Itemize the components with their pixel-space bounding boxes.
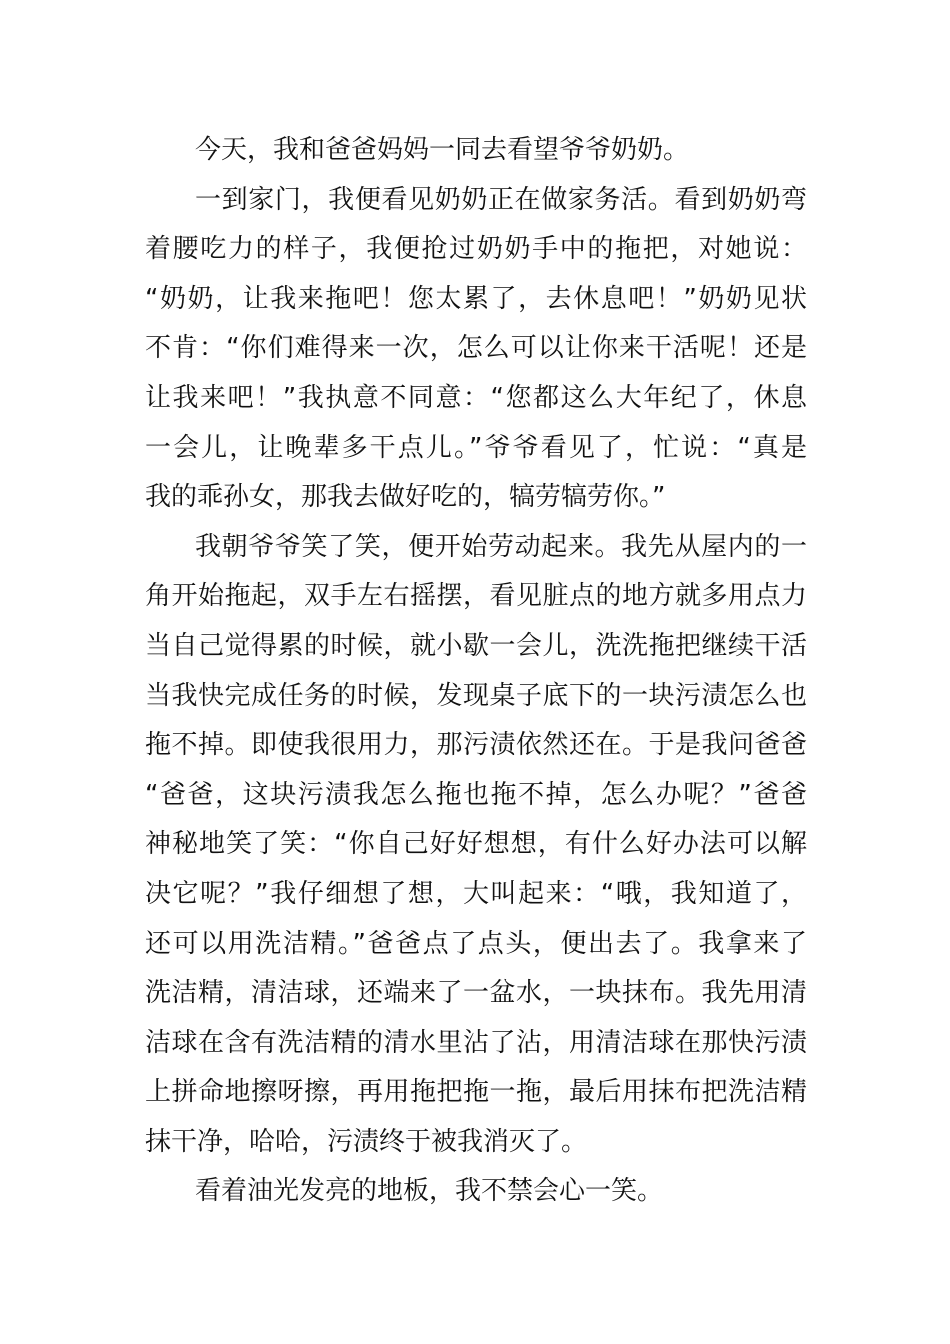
text-line: 一到家门，我便看见奶奶正在做家务活。看到奶奶弯 <box>195 184 807 215</box>
paragraph <box>145 126 807 176</box>
text-line: 神秘地笑了笑：“你自己好好想想，有什么好办法可以解 <box>145 829 807 860</box>
text-line: 着腰吃力的样子，我便抢过奶奶手中的拖把，对她说： <box>145 234 807 265</box>
text-line: 让我来吧！”我执意不同意：“您都这么大年纪了，休息 <box>145 382 807 413</box>
text-line: 我朝爷爷笑了笑，便开始劳动起来。我先从屋内的一 <box>195 531 807 562</box>
text-line: 当自己觉得累的时候，就小歇一会儿，洗洗拖把继续干活 <box>145 630 807 661</box>
text-line: 角开始拖起，双手左右摇摆，看见脏点的地方就多用点力 <box>145 581 807 612</box>
essay-page <box>145 126 807 1217</box>
paragraph <box>145 1167 807 1217</box>
text-line: 当我快完成任务的时候，发现桌子底下的一块污渍怎么也 <box>145 680 807 711</box>
text-line: 洗洁精，清洁球，还端来了一盆水，一块抹布。我先用清 <box>145 978 807 1009</box>
text-line: 还可以用洗洁精。”爸爸点了点头，便出去了。我拿来了 <box>145 928 807 959</box>
paragraph <box>145 176 807 523</box>
text-line: 洁球在含有洗洁精的清水里沾了沾，用清洁球在那快污渍 <box>145 1027 807 1058</box>
text-line: 不肯：“你们难得来一次，怎么可以让你来干活呢！还是 <box>145 333 807 364</box>
text-line: 决它呢？”我仔细想了想，大叫起来：“哦，我知道了， <box>145 878 807 909</box>
text-line: 上拼命地擦呀擦，再用拖把拖一拖，最后用抹布把洗洁精 <box>145 1077 807 1108</box>
text-line: 今天，我和爸爸妈妈一同去看望爷爷奶奶。 <box>195 135 690 165</box>
paragraph <box>145 523 807 1168</box>
text-line: 拖不掉。即使我很用力，那污渍依然还在。于是我问爸爸 <box>145 730 807 761</box>
text-line: “爸爸，这块污渍我怎么拖也拖不掉，怎么办呢？”爸爸 <box>145 779 807 810</box>
text-line: 看着油光发亮的地板，我不禁会心一笑。 <box>195 1176 664 1207</box>
text-line: 抹干净，哈哈，污渍终于被我消灭了。 <box>145 1126 588 1157</box>
text-line: “奶奶，让我来拖吧！您太累了，去休息吧！”奶奶见状 <box>145 283 807 314</box>
text-line: 我的乖孙女，那我去做好吃的，犒劳犒劳你。” <box>145 482 666 513</box>
text-line: 一会儿，让晚辈多干点儿。”爷爷看见了，忙说：“真是 <box>145 432 807 463</box>
